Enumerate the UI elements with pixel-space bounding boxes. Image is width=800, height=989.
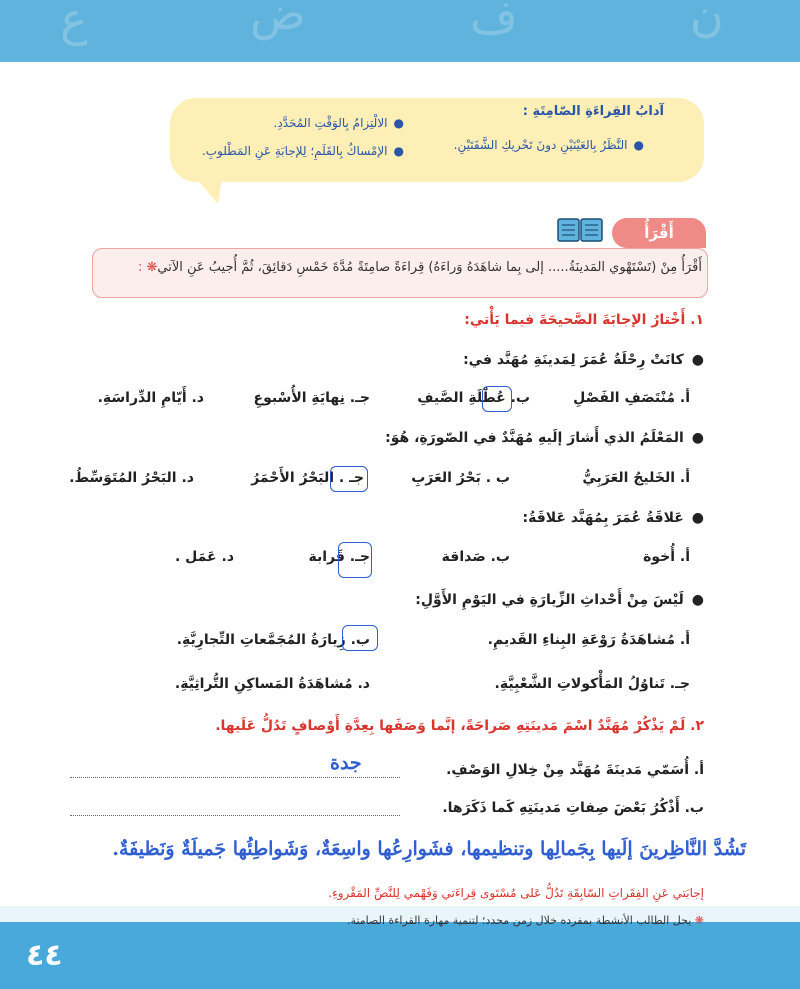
option-c[interactable]: جـ. نِهايَةِ الأُسْبوعِ — [253, 390, 370, 406]
option-a[interactable]: أ. أُخوة — [643, 549, 690, 565]
etiquette-item: ●النَّظَرُ بِالعَيْنَيْنِ دونَ تَحْريكِ الشَّفَتَيْنِ. — [453, 138, 644, 152]
option-b[interactable]: ب. عُطْلَةِ الصَّيفِ — [417, 390, 530, 406]
bullet-icon: ● — [393, 116, 404, 130]
option-a[interactable]: أ. مُنْتَصَفِ الفَصْلِ — [573, 390, 690, 406]
option-d[interactable]: د. البَحْرُ المُتَوَسِّطُ. — [69, 470, 194, 486]
option-d[interactable]: د. مُشاهَدَةُ المَساكِنِ التُّراثِيَّةِ. — [174, 676, 370, 692]
top-decorative-band — [0, 0, 800, 62]
selected-answer-marker — [338, 542, 372, 578]
footnote-star-icon: ❋ — [694, 914, 704, 927]
question-item: ●المَعْلَمُ الذي أَشارَ إلَيهِ مُهَنَّدٌ في الصّورَةِ، هُوَ: — [385, 430, 704, 446]
footnote-star-icon: ❋ : — [137, 260, 158, 275]
option-c[interactable]: جـ . البَحْرُ الأَحْمَرُ — [251, 470, 364, 486]
open-book-icon — [556, 216, 604, 244]
question-1-title: ١. أَخْتارُ الإجابَةَ الصَّحيحَةَ فيما يَأْتي: — [464, 312, 704, 328]
bullet-icon: ● — [633, 138, 644, 152]
option-c[interactable]: جـ. تَناوُلُ المَأْكولاتِ الشَّعْبِيَّةِ. — [494, 676, 690, 692]
bullet-icon: ● — [691, 592, 704, 608]
bottom-band — [0, 922, 800, 989]
decorative-letter: ف — [470, 0, 518, 44]
question-item: ●كانَتْ رِحْلَةُ عُمَرَ لِمَدينَةِ مُهَنَّد في: — [463, 352, 704, 368]
option-b[interactable]: ب. زِيارَةُ المُجَمَّعاتِ التِّجارِيَّةِ. — [176, 632, 370, 648]
handwritten-answer: جدة — [330, 752, 362, 774]
bullet-icon: ● — [393, 144, 404, 158]
bubble-tail — [196, 178, 222, 204]
bullet-icon: ● — [691, 430, 704, 446]
option-a[interactable]: أ. مُشاهَدَةُ رَوْعَةِ البِناءِ القَديمِ. — [487, 632, 690, 648]
answer-line[interactable] — [70, 815, 400, 816]
handwritten-answer: تَشُدَّ النَّاظِرينَ إلَيها بِجَمالِها وتنظيمها، فشَوارِعُها واسِعَةٌ، وَشَواطِئُها جَميلَةٌ وَنَظيفَةٌ. — [112, 838, 746, 860]
decorative-letter: ع — [60, 0, 88, 46]
footnote: ❋ يحل الطالب الأنشطة بمفرده خلال زمن محدد؛ لتنمية مهارة القراءة الصامتة. — [347, 914, 704, 927]
option-a[interactable]: أ. الخَليجُ العَرَبِيُّ — [582, 470, 690, 486]
etiquette-item: ●الإمْساكُ بِالقَلَمِ؛ لِلإجابَةِ عَنِ المَطْلوبِ. — [201, 144, 404, 158]
question-2b: ب. أَذْكُرُ بَعْضَ صِفاتِ مَدينَتِهِ كَما ذَكَرَها. — [442, 800, 704, 816]
page-body — [0, 62, 800, 922]
reflection-note: إجابَتي عَنِ الفِقَراتِ السّابِقَةِ تَدُلُّ عَلى مُسْتَوى قِراءَتي وَفَهْمي لِلنَّصِّ المَقْروءِ. — [328, 886, 704, 900]
answer-line[interactable] — [70, 777, 400, 778]
etiquette-item: ●الالْتِزامُ بِالوَقْتِ المُحَدَّدِ. — [273, 116, 404, 130]
page-number: ٤٤ — [26, 938, 63, 973]
selected-answer-marker — [342, 625, 378, 651]
bullet-icon: ● — [691, 352, 704, 368]
option-c[interactable]: جـ. قَرابة — [308, 549, 370, 565]
decorative-letter: ن — [690, 0, 724, 42]
question-item: ●لَيْسَ مِنْ أَحْداثِ الزِّيارَةِ في اليَوْمِ الأَوَّلِ: — [415, 592, 704, 608]
etiquette-title: آدابُ القِراءَةِ الصّامِتَةِ : — [522, 104, 664, 119]
etiquette-bubble — [170, 98, 704, 182]
reading-instruction: أَقْرَأُ مِنْ (تَسْتَهْوي المَدينَةُ..... إلى بِما شاهَدَهُ وَراءَهُ) قِراءَةً صامِتَةً مُدَّةَ خَمْسِ دَقائِقَ، ثُمَّ أُجيبُ عَنِ الآتي❋ : — [137, 260, 702, 275]
question-2a: أ. أُسَمّي مَدينَةَ مُهَنَّد مِنْ خِلالِ الوَصْفِ. — [446, 762, 704, 778]
option-b[interactable]: ب. صَداقة — [441, 549, 510, 565]
option-d[interactable]: د. أَيّامِ الدِّراسَةِ. — [97, 390, 204, 406]
option-d[interactable]: د. عَمَل . — [174, 549, 234, 565]
selected-answer-marker — [482, 386, 512, 412]
option-b[interactable]: ب . بَحْرُ العَرَبِ — [411, 470, 510, 486]
bullet-icon: ● — [691, 510, 704, 526]
read-section-tab: أَقْرَأُ — [612, 218, 706, 248]
question-item: ●عَلاقَةُ عُمَرَ بِمُهَنَّد عَلاقَةُ: — [522, 510, 704, 526]
selected-answer-marker — [330, 466, 368, 492]
decorative-letter: ض — [250, 0, 306, 40]
question-2-title: ٢. لَمْ يَذْكُرْ مُهَنَّدٌ اسْمَ مَدينَتِهِ صَراحَةً، إنَّما وَصَفَها بِعِدَّةِ أَوْصافٍ تَدُلُّ عَلَيها. — [215, 718, 704, 734]
